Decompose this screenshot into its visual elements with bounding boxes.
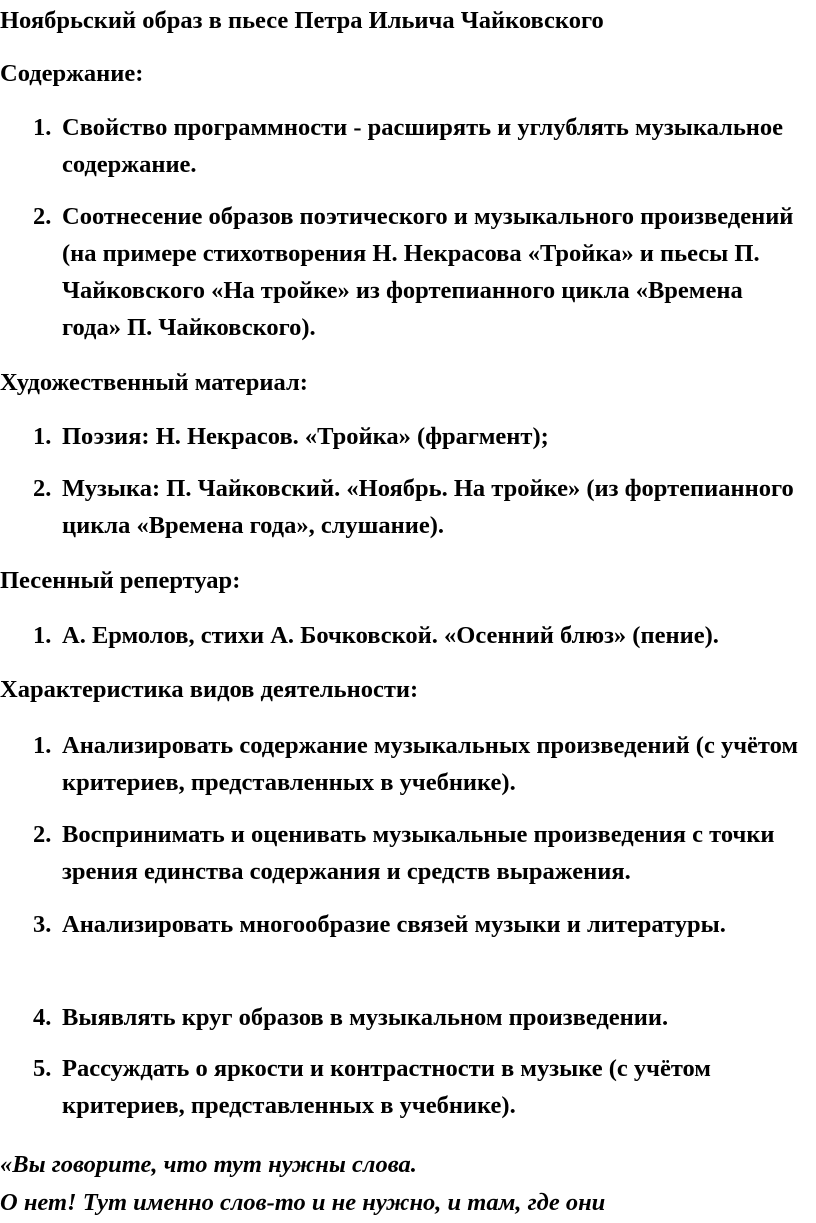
list-number: 2. xyxy=(33,475,52,502)
list-number: 1. xyxy=(33,423,52,450)
list-item-text: Анализировать содержание музыкальных произведений (с учётом критериев, представленных в учебнике). xyxy=(62,732,799,796)
list-item-text: Соотнесение образов поэтического и музыкального произведений (на примере стихотворения Н. Некрасова «Тройка» и пьесы П. Чайковского «На тройке» из фортепианного цикла «Времена года» П. Чайковского). xyxy=(62,203,794,341)
list-number: 3. xyxy=(33,911,52,938)
list-number: 2. xyxy=(33,821,52,848)
list-item-text: Рассуждать о яркости и контрастности в музыке (с учётом критериев, представленных в учебнике). xyxy=(62,1055,711,1119)
list-item xyxy=(33,727,803,801)
list-number: 2. xyxy=(33,203,52,230)
section-heading-material: Художественный материал: xyxy=(0,369,308,396)
list-item xyxy=(33,617,803,654)
list-item-text: Выявлять круг образов в музыкальном произведении. xyxy=(62,1004,669,1031)
list-item xyxy=(33,1050,803,1124)
list-item xyxy=(33,906,803,943)
list-number: 1. xyxy=(33,732,52,759)
section-heading-content: Содержание: xyxy=(0,60,144,87)
section-heading-repertoire: Песенный репертуар: xyxy=(0,567,241,594)
list-item xyxy=(33,198,803,346)
list-item-text: Поэзия: Н. Некрасов. «Тройка» (фрагмент); xyxy=(62,423,549,450)
list-number: 1. xyxy=(33,114,52,141)
quote-line: «Вы говорите, что тут нужны слова. xyxy=(0,1151,417,1178)
list-item-text: Свойство программности - расширять и углублять музыкальное содержание. xyxy=(62,114,784,178)
list-number: 1. xyxy=(33,622,52,649)
list-item xyxy=(33,418,803,455)
list-item xyxy=(33,109,803,183)
section-heading-activities: Характеристика видов деятельности: xyxy=(0,676,419,703)
list-item-text: Анализировать многообразие связей музыки и литературы. xyxy=(62,911,726,938)
list-item xyxy=(33,470,803,544)
list-number: 4. xyxy=(33,1004,52,1031)
list-item-text: Воспринимать и оценивать музыкальные произведения с точки зрения единства содержания и средств выражения. xyxy=(62,821,775,885)
quote-line: О нет! Тут именно слов-то и не нужно, и там, где они xyxy=(0,1189,606,1216)
list-item-text: А. Ермолов, стихи А. Бочковской. «Осенний блюз» (пение). xyxy=(62,622,719,649)
list-item xyxy=(33,816,803,890)
list-item xyxy=(33,999,803,1036)
list-number: 5. xyxy=(33,1055,52,1082)
list-item-text: Музыка: П. Чайковский. «Ноябрь. На тройке» (из фортепианного цикла «Времена года», слушание). xyxy=(62,475,794,539)
document-title: Ноябрьский образ в пьесе Петра Ильича Чайковского xyxy=(0,7,604,34)
